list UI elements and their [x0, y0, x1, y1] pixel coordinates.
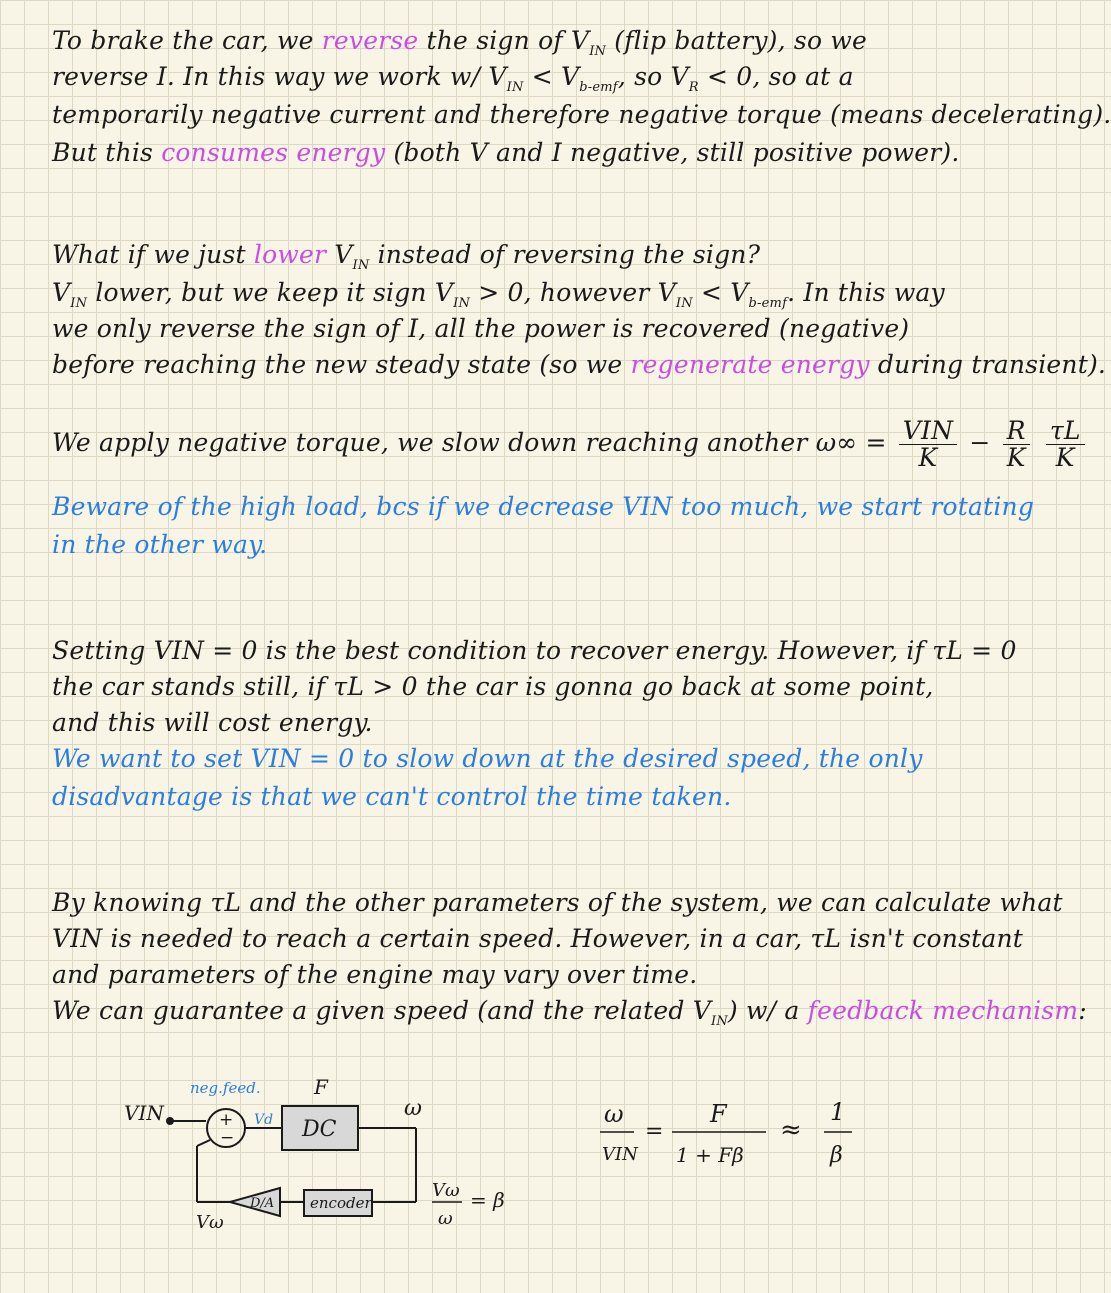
highlight-regenerate-energy: regenerate energy [630, 350, 870, 379]
beta-num: Vω [432, 1180, 460, 1201]
s5-line1: By knowing τL and the other parameters of the system, we can calculate what [52, 888, 1063, 917]
s3-blue2: in the other way. [52, 530, 268, 559]
dc-label: DC [302, 1117, 337, 1142]
s1-line4: But this consumes energy (both V and I negative, still positive power). [52, 138, 960, 167]
fraction-tl-k: $\frac{\tau L}{K}$ [1046, 418, 1085, 471]
highlight-feedback-mechanism: feedback mechanism [807, 996, 1079, 1025]
highlight-consumes-energy: consumes energy [161, 138, 386, 167]
highlight-lower: lower [253, 240, 327, 269]
s2-line3: we only reverse the sign of I, all the power is recovered (negative) [52, 314, 910, 343]
s1-line3: temporarily negative current and therefore negative torque (means decelerating). [52, 100, 1111, 129]
neg-feed-label: neg.feed. [190, 1079, 261, 1097]
formula-eq: = [645, 1119, 664, 1144]
omega-label: ω [404, 1096, 422, 1121]
fraction-vin-k: $\frac{\text{VIN}}{K}$ [899, 418, 957, 471]
formula-mid-den: 1 + Fβ [676, 1143, 744, 1167]
fraction-r-k: $\frac{R}{K}$ [1003, 418, 1030, 471]
beta-eq: = β [470, 1188, 505, 1212]
input-node [167, 1118, 173, 1124]
plus-sign: + [219, 1110, 234, 1130]
s1-line2: reverse I. In this way we work w/ $V_{IN} < V_{b-emf}$, so $V_R < 0$, so at a [52, 62, 854, 95]
s4-line2: the car stands still, if τL > 0 the car is gonna go back at some point, [52, 672, 934, 701]
formula-rhs-den: β [830, 1143, 843, 1168]
s4-line1: Setting VIN = 0 is the best condition to recover energy. However, if τL = 0 [52, 636, 1017, 665]
s3-blue1: Beware of the high load, bcs if we decrease VIN too much, we start rotating [52, 492, 1035, 521]
highlight-reverse: reverse [321, 26, 419, 55]
s5-line4: We can guarantee a given speed (and the related $V_{IN}$) w/ a feedback mechanism: [52, 996, 1087, 1029]
vw-label: Vω [196, 1212, 224, 1233]
formula-lhs-den: VIN [602, 1144, 638, 1165]
encoder-label: encoder [310, 1194, 372, 1212]
beta-den: ω [438, 1208, 453, 1229]
vd-label: Vd [254, 1112, 274, 1128]
s2-line4: before reaching the new steady state (so we regenerate energy during transient). [52, 350, 1107, 379]
vin-label: VIN [124, 1101, 164, 1125]
s2-line2: $V_{IN}$ lower, but we keep it sign $V_{IN} > 0$, however $V_{IN} < V_{b-emf}$. In this way [52, 278, 945, 311]
formula-mid-num: F [710, 1100, 727, 1128]
da-label: D/A [250, 1196, 275, 1211]
formula-rhs-num: 1 [830, 1098, 846, 1126]
s3-omega-line: We apply negative torque, we slow down reaching another ω∞ = $\frac{\text{VIN}}{K}$ − $\frac{R}{K}$ $\frac{\tau L}{K}$ [52, 418, 1089, 471]
s4-blue2: disadvantage is that we can't control the time taken. [52, 782, 732, 811]
s2-line1: What if we just lower $V_{IN}$ instead of reversing the sign? [52, 240, 761, 273]
minus-sign: − [220, 1128, 235, 1148]
s4-line3: and this will cost energy. [52, 708, 373, 737]
s4-blue1: We want to set VIN = 0 to slow down at the desired speed, the only [52, 744, 923, 773]
s5-line3: and parameters of the engine may vary over time. [52, 960, 698, 989]
s1-line1: To brake the car, we reverse the sign of $V_{IN}$ (flip battery), so we [52, 26, 867, 59]
f-label: F [314, 1075, 328, 1099]
s5-line2: VIN is needed to reach a certain speed. However, in a car, τL isn't constant [52, 924, 1024, 953]
formula-approx: ≈ [780, 1115, 802, 1145]
formula-lhs-num: ω [604, 1100, 624, 1128]
